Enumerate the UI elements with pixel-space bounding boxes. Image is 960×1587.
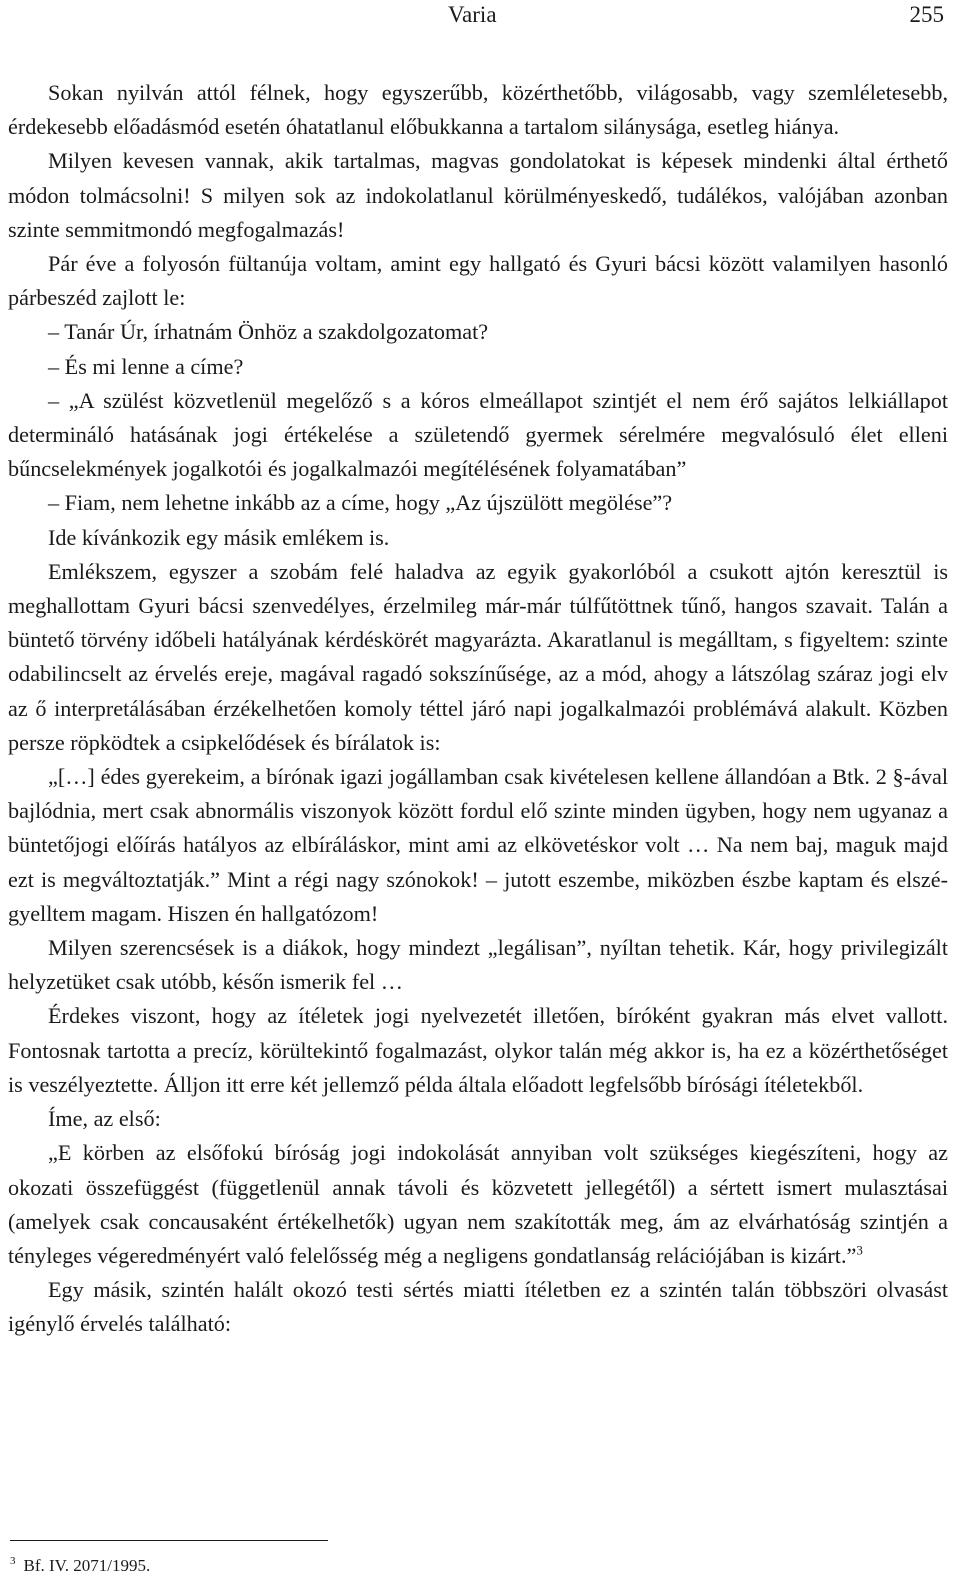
paragraph: Egy másik, szintén halált okozó testi sértés miatti ítéletben ez a szintén talán többszöri olvasást igénylő érvelés található:: [8, 1277, 948, 1337]
running-head: [8, 0, 948, 40]
paragraph: Íme, az első:: [48, 1106, 161, 1132]
footnote: [10, 1554, 150, 1578]
section-title: Varia: [448, 2, 497, 27]
paragraph: Milyen szerencsések is a diákok, hogy mindezt „legálisan”, nyíltan tehetik. Kár, hogy privilegizált helyzetüket csak utóbb, későn ismerik fel …: [8, 935, 948, 995]
paragraph: Ide kívánkozik egy másik emlékem is.: [48, 524, 390, 550]
footnote-mark: 3: [10, 1555, 16, 1568]
dialogue-line: – Fiam, nem lehetne inkább az a címe, hogy „Az újszülött megölése”?: [48, 490, 673, 516]
paragraph: Érdekes viszont, hogy az ítéletek jogi nyelvezetét illetően, bíróként gyakran más elvet vallott. Fontosnak tartotta a precíz, körültekintő fogalmazást, olykor talán még akkor is, ha ez a közérthetőséget is veszélyeztette. Álljon itt erre két jellemző példa általa előadott legfelsőbb bírósági ítéletekből.: [8, 1003, 948, 1097]
document-page: [8, 0, 948, 1587]
dialogue-line: – „A szülést közvetlenül megelőző s a kóros elmeállapot szintjét el nem érő sajátos lelkiállapot determináló hatásának jogi értékelése a születendő gyermek sérelmére megvalósuló élet elleni bűncselekmények jogalkotói és jogalkalmazói megítélésének folyamatában”: [8, 387, 948, 482]
body-text: [8, 76, 948, 1342]
paragraph: Sokan nyilván attól félnek, hogy egyszerűbb, közérthetőbb, világosabb, vagy szemléletesebb, érdekesebb előadásmód esetén óhatatlanul előbukkanna a tartalom silánysága, esetleg hiánya.: [8, 80, 948, 140]
quotation: „[…] édes gyerekeim, a bírónak igazi jogállamban csak kivételesen kellene állandóan a Btk. 2 §-ával bajlódnia, mert csak abnormális viszonyok között fordul elő szinte minden ügyben, hogy nem ugyanaz a büntetőjogi előírás hatályos az elbíráláskor, mint ami az elkövetéskor volt … Na nem baj, maguk majd ezt is megváltoztatják.” Mint a régi nagy szónokok! – jutott eszembe, miközben észbe kaptam és elszégyelltem magam. Hiszen én hallgatózom!: [8, 764, 948, 926]
quotation-text: „E körben az elsőfokú bíróság jogi indokolását annyiban volt szükséges kiegészíteni, hogy az okozati összefüggést (függetlenül annak távoli és közvetett jellegétől) a sértett ismert mulasztásai (amelyek csak concausaként értékelhetők) ugyan nem szakították meg, ám az elvárhatóság szintjén a tényleges végeredményért való felelősség még a negligens gondatlanság relációjában is kizárt.”: [8, 1140, 948, 1268]
dialogue-line: – Tanár Úr, írhatnám Önhöz a szakdolgozatomat?: [48, 319, 489, 345]
quotation: [8, 1136, 948, 1273]
footnote-reference[interactable]: 3: [856, 1242, 863, 1258]
paragraph: Emlékszem, egyszer a szobám felé haladva az egyik gyakorlóból a csukott ajtón keresztül is meghallottam Gyuri bácsi szenvedélyes, érzelmileg már-már túlfűtöttnek tűnő, hangos szavait. Talán a büntető törvény időbeli hatályának kérdéskörét magyarázta. Akaratlanul is megálltam, s figyeltem: szinte odabilincselt az érvelés ereje, magával ragadó sokszínűsége, az a mód, ahogy a látszólag száraz jogi elv az ő interpretálásában érzékelhetően komoly téttel járó napi jogalkalmazói problémává alakult. Közben persze röpködtek a csipkelődések és bírálatok is:: [8, 558, 948, 755]
paragraph: Milyen kevesen vannak, akik tartalmas, magvas gondolatokat is képesek mindenki által érthető módon tolmácsolni! S milyen sok az indokolatlanul körülményeskedő, tudálékos, valójában azonban szinte semmitmondó megfogalmazás!: [8, 148, 948, 242]
footnote-divider: [10, 1540, 328, 1541]
footnote-text: Bf. IV. 2071/1995.: [23, 1556, 151, 1575]
dialogue-line: – És mi lenne a címe?: [48, 353, 244, 379]
page-number: 255: [909, 2, 944, 27]
paragraph: Pár éve a folyosón fültanúja voltam, amint egy hallgató és Gyuri bácsi között valamilyen hasonló párbeszéd zajlott le:: [8, 251, 948, 311]
